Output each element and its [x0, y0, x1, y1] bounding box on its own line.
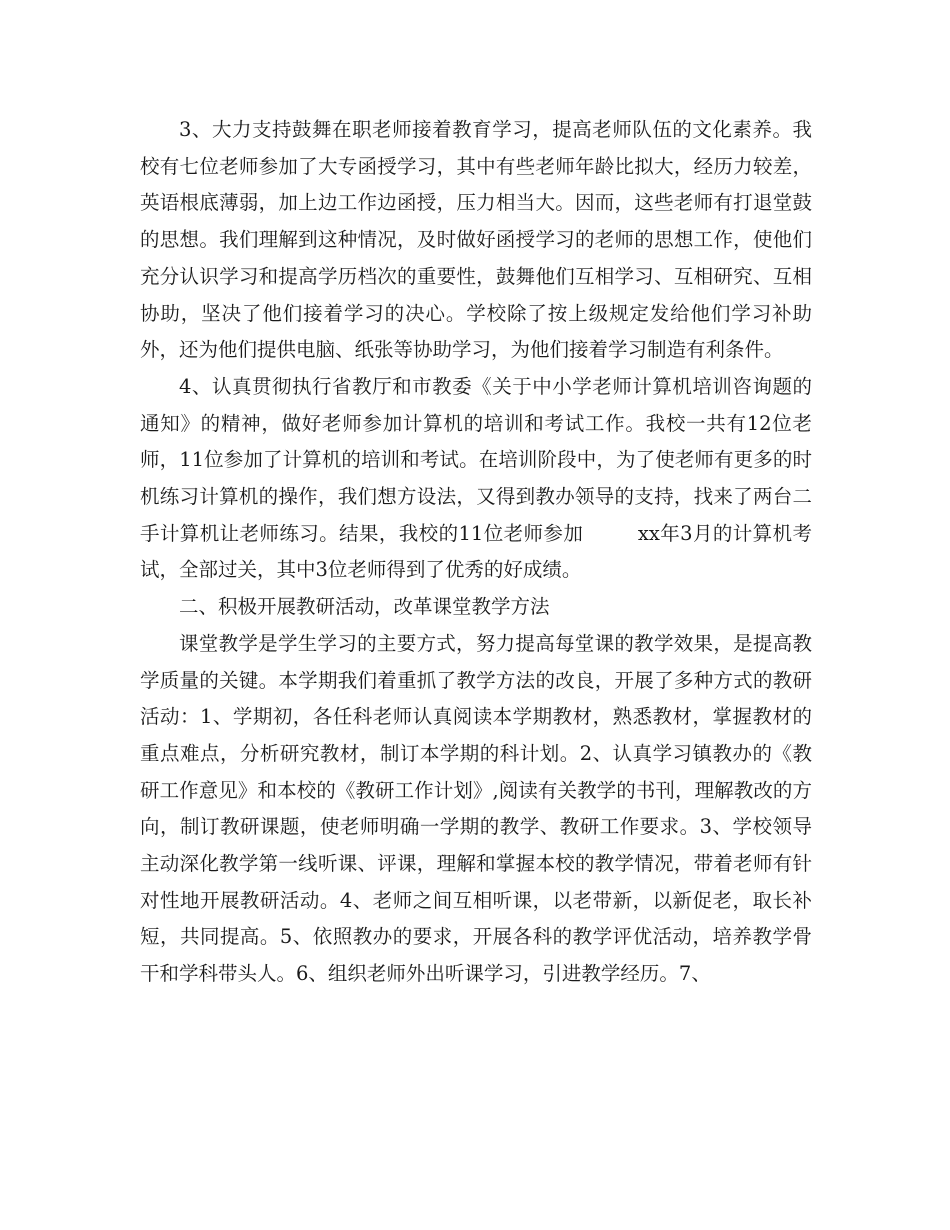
document-body: [140, 112, 812, 993]
paragraph-computer-training-part1: 4、认真贯彻执行省教厅和市教委《关于中小学老师计算机培训咨询题的通知》的精神，做好老师参加计算机的培训和考试工作。我校一共有12位老师，11位参加了计算机的培训和考试。在培训阶段中，为了使老师有更多的时机练习计算机的操作，我们想方设法，又得到教办领导的支持，找来了两台二手计算机让老师练习。结果，我校的11位老师参加: [140, 374, 812, 545]
paragraph-computer-training-part2: xx年3月的计算机考试，全部过关，其中3位老师得到了优秀的好成绩。: [140, 521, 812, 582]
paragraph-classroom-teaching: 课堂教学是学生学习的主要方式，努力提高每堂课的教学效果，是提高教学质量的关键。本学期我们着重抓了教学方法的改良，开展了多种方式的教研活动：1、学期初，各任科老师认真阅读本学期教材，熟悉教材，掌握教材的重点难点，分析研究教材，制订本学期的科计划。2、认真学习镇教办的《教研工作意见》和本校的《教研工作计划》,阅读有关教学的书刊，理解教改的方向，制订教研课题，使老师明确一学期的教学、教研工作要求。3、学校领导主动深化教学第一线听课、评课，理解和掌握本校的教学情况，带着老师有针对性地开展教研活动。4、老师之间互相听课，以老带新，以新促老，取长补短，共同提高。5、依照教办的要求，开展各科的教学评优活动，培养教学骨干和学科带头人。6、组织老师外出听课学习，引进教学经历。7、: [140, 631, 812, 986]
paragraph-computer-training: [140, 369, 812, 589]
section-heading-teaching-research: 二、积极开展教研活动，改革课堂教学方法: [179, 595, 550, 619]
paragraph-teacher-education: 3、大力支持鼓舞在职老师接着教育学习，提高老师队伍的文化素养。我校有七位老师参加了大专函授学习，其中有些老师年龄比拟大，经历力较差，英语根底薄弱，加上边工作边函授，压力相当大。因而，这些老师有打退堂鼓的思想。我们理解到这种情况，及时做好函授学习的老师的思想工作，使他们充分认识学习和提高学历档次的重要性，鼓舞他们互相学习、互相研究、互相协助，坚决了他们接着学习的决心。学校除了按上级规定发给他们学习补助外，还为他们提供电脑、纸张等协助学习，为他们接着学习制造有利条件。: [140, 118, 812, 362]
